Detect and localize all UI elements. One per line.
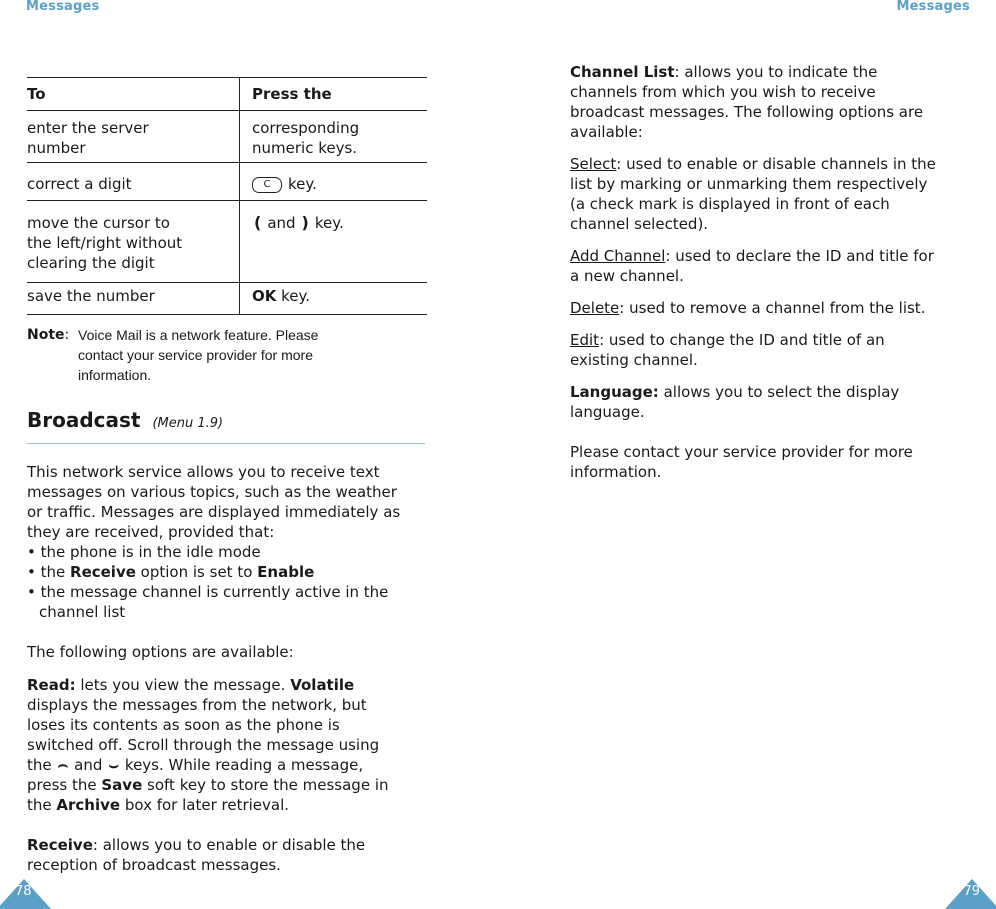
edit-label: Edit <box>570 331 600 349</box>
section-heading <box>27 410 425 444</box>
cell-text: key. <box>288 175 317 193</box>
cell-text: key. <box>314 214 344 232</box>
section-title: Broadcast <box>27 408 141 432</box>
text-run: box for later retrieval. <box>120 796 290 814</box>
channel-list-label: Channel List <box>570 63 675 81</box>
language-paragraph <box>570 382 970 422</box>
add-channel-label: Add Channel <box>570 247 666 265</box>
table-header-press: Press the <box>240 78 428 111</box>
note-line: contact your service provider for more <box>78 347 313 363</box>
bullet-text: • the <box>27 563 71 581</box>
text-run: : used to remove a channel from the list. <box>619 299 926 317</box>
page-number-right: 79 <box>963 884 980 899</box>
select-label: Select <box>570 155 617 173</box>
cell-line: enter the server <box>27 119 149 137</box>
text-run: press the <box>27 776 102 794</box>
bullet-item <box>27 562 427 582</box>
text-line: language. <box>570 403 645 421</box>
text-run: the <box>27 796 57 814</box>
table-header-row <box>27 78 427 111</box>
table-cell-action: save the number <box>27 283 240 315</box>
bullet-text: channel list <box>39 603 126 621</box>
text-line: they are received, provided that: <box>27 523 275 541</box>
text-line: displays the messages from the network, but <box>27 696 367 714</box>
save-label: Save <box>101 776 143 794</box>
text-line: channels from which you wish to receive <box>570 83 876 101</box>
note-line: information. <box>78 367 152 383</box>
note-label-wrap: Note: <box>27 327 70 343</box>
down-key-icon: ⌣ <box>108 755 119 774</box>
clear-key-letter: C <box>263 178 271 190</box>
text-run: : used to enable or disable channels in the <box>616 155 936 173</box>
table-cell-press <box>240 111 428 163</box>
cell-line: clearing the digit <box>27 254 155 272</box>
contact-paragraph <box>570 442 970 482</box>
table-cell-press <box>240 283 428 315</box>
table-row <box>27 201 427 283</box>
table-cell-action <box>27 111 240 163</box>
key-table <box>27 77 427 315</box>
text-line: loses its contents as soon as the phone is <box>27 716 340 734</box>
note-block <box>27 325 427 385</box>
table-row <box>27 163 427 201</box>
add-channel-paragraph <box>570 246 970 286</box>
cell-line: the left/right without <box>27 234 183 252</box>
text-run: : used to declare the ID and title for <box>665 247 934 265</box>
text-run: the <box>27 756 52 774</box>
bullet-text: • the message channel is currently active in the <box>27 583 389 601</box>
text-run: : allows you to enable or disable the <box>92 836 366 854</box>
note-label: Note <box>27 327 65 343</box>
section-menu-ref: (Menu 1.9) <box>152 416 224 431</box>
running-header-left: Messages <box>26 0 100 14</box>
cell-line: numeric keys. <box>252 139 358 157</box>
cell-line: move the cursor to <box>27 214 170 232</box>
intro-paragraph <box>27 462 427 622</box>
select-paragraph <box>570 154 970 234</box>
bullet-item: • the phone is in the idle mode <box>27 543 261 561</box>
receive-label: Receive <box>27 836 93 854</box>
running-header-right: Messages <box>896 0 970 14</box>
text-line: existing channel. <box>570 351 698 369</box>
table-row <box>27 111 427 163</box>
text-line: reception of broadcast messages. <box>27 856 281 874</box>
cell-text: and <box>267 214 296 232</box>
table-cell-action <box>27 201 240 283</box>
ok-key-label: OK <box>252 287 277 305</box>
read-label: Read: <box>27 676 76 694</box>
text-line: a new channel. <box>570 267 684 285</box>
edit-paragraph <box>570 330 970 370</box>
text-line: Please contact your service provider for more <box>570 443 913 461</box>
right-key-icon: ) <box>301 213 309 232</box>
table-cell-press <box>240 201 428 283</box>
text-run: soft key to store the message in <box>142 776 389 794</box>
text-run: : used to change the ID and title of an <box>599 331 885 349</box>
cell-line: number <box>27 139 86 157</box>
page-number-left: 78 <box>15 884 32 899</box>
note-text <box>78 325 378 385</box>
clear-key-icon <box>252 177 282 193</box>
cell-text: key. <box>281 287 311 305</box>
up-key-icon: ⌢ <box>57 755 69 774</box>
text-run: and <box>74 756 103 774</box>
bullet-item <box>27 582 427 622</box>
table-cell-press <box>240 163 428 201</box>
channel-list-paragraph <box>570 62 970 142</box>
cell-line: corresponding <box>252 119 360 137</box>
text-line: messages on various topics, such as the weather <box>27 483 397 501</box>
read-paragraph <box>27 675 427 815</box>
table-header-to: To <box>27 78 240 111</box>
bullet-text: option is set to <box>135 563 258 581</box>
delete-label: Delete <box>570 299 620 317</box>
text-line: available: <box>570 123 643 141</box>
delete-paragraph <box>570 298 970 318</box>
receive-paragraph <box>27 835 427 875</box>
text-line: channel selected). <box>570 215 709 233</box>
language-label: Language: <box>570 383 659 401</box>
table-cell-action: correct a digit <box>27 163 240 201</box>
left-key-icon: ( <box>254 213 262 232</box>
text-line: This network service allows you to receive text <box>27 463 380 481</box>
note-line: Voice Mail is a network feature. Please <box>78 327 319 343</box>
text-line: switched off. Scroll through the message using <box>27 736 380 754</box>
text-run: lets you view the message. <box>75 676 291 694</box>
text-run: allows you to select the display <box>658 383 900 401</box>
bullet-bold: Enable <box>257 563 315 581</box>
table-row <box>27 283 427 315</box>
text-run: : allows you to indicate the <box>674 63 878 81</box>
volatile-label: Volatile <box>290 676 355 694</box>
text-run: keys. While reading a message, <box>124 756 364 774</box>
bullet-bold: Receive <box>70 563 136 581</box>
text-line: or traffic. Messages are displayed immediately as <box>27 503 401 521</box>
text-line: list by marking or unmarking them respectively <box>570 175 928 193</box>
archive-label: Archive <box>56 796 121 814</box>
right-page <box>570 62 970 494</box>
text-line: broadcast messages. The following options are <box>570 103 924 121</box>
text-line: (a check mark is displayed in front of each <box>570 195 890 213</box>
options-intro: The following options are available: <box>27 643 294 661</box>
text-line: information. <box>570 463 662 481</box>
